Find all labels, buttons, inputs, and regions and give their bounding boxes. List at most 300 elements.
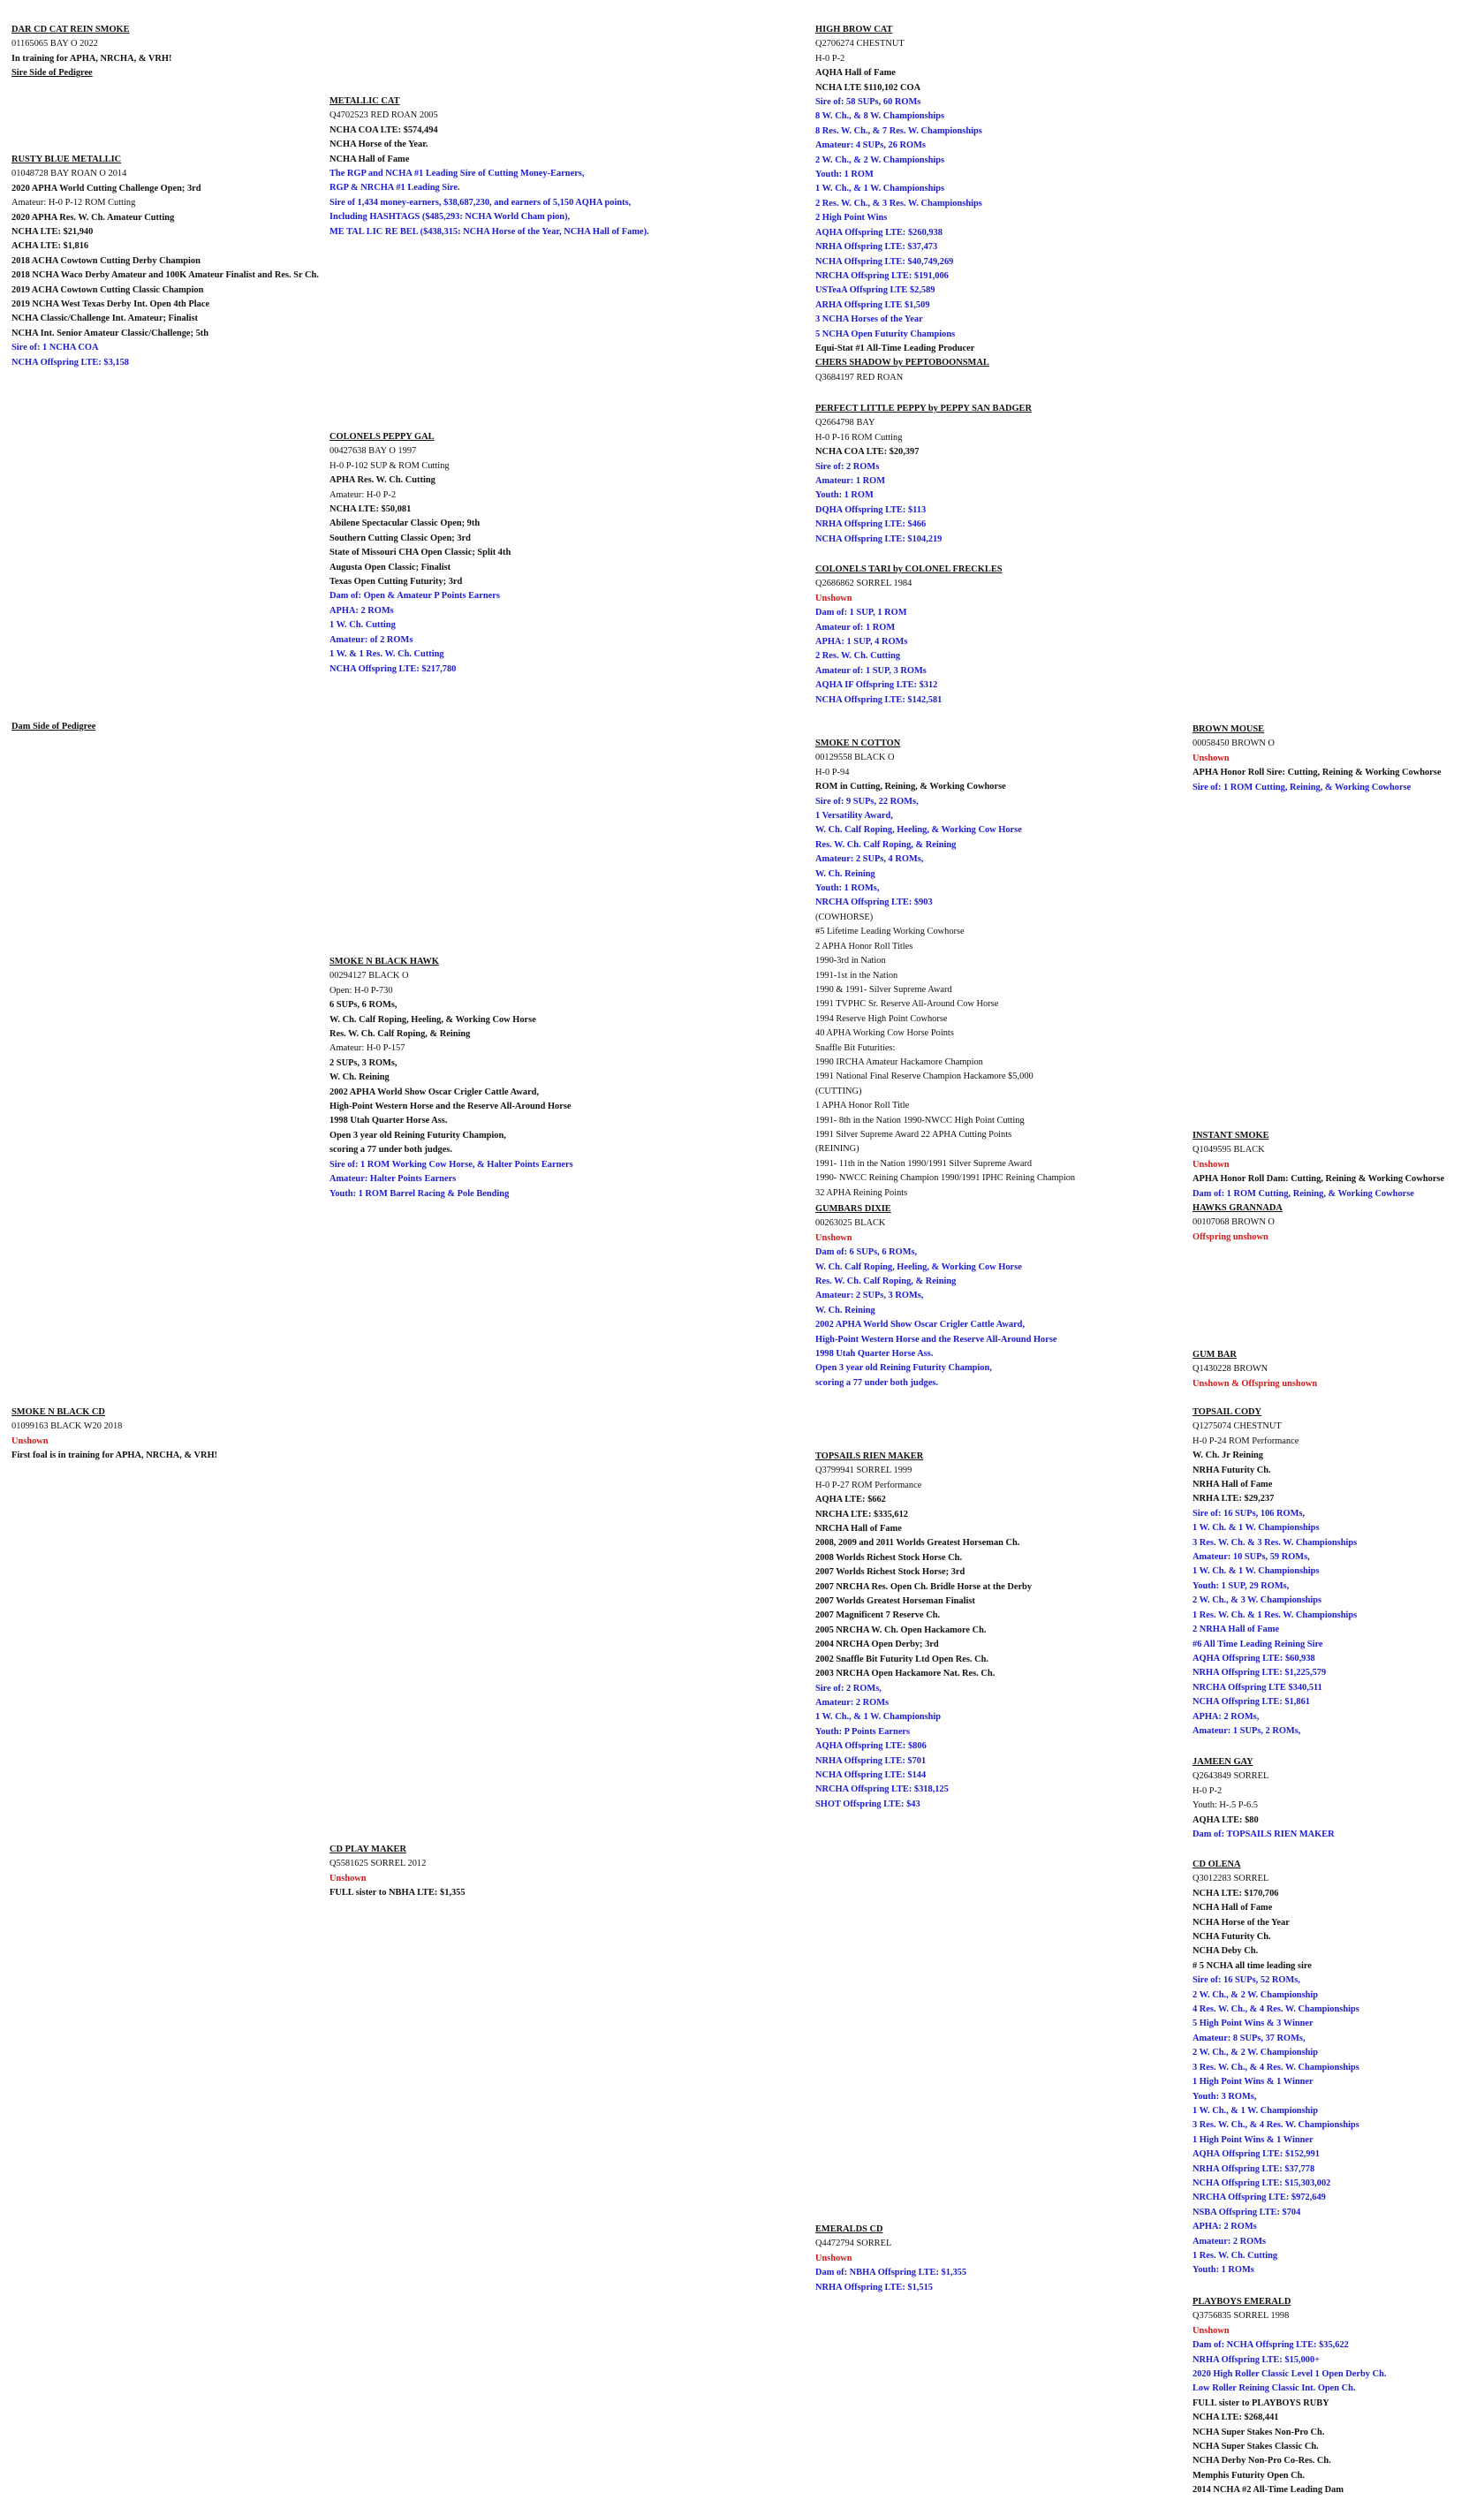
pedigree-line: APHA Res. W. Ch. Cutting	[329, 475, 435, 486]
pedigree-line: Amateur of: 1 SUP, 3 ROMs	[815, 665, 927, 676]
pedigree-line: NRHA Offspring LTE: $37,473	[815, 242, 938, 253]
pedigree-line: Q5581625 SORREL 2012	[329, 1859, 427, 1869]
horse-name-heading: RUSTY BLUE METALLIC	[11, 155, 122, 164]
horse-name-heading: TOPSAIL CODY	[1192, 1407, 1262, 1417]
pedigree-line: Unshown	[1192, 1159, 1230, 1170]
pedigree-entry	[1192, 1755, 1335, 1842]
horse-name-heading: GUM BAR	[1192, 1350, 1237, 1360]
horse-name-heading: JAMEEN GAY	[1192, 1757, 1253, 1767]
pedigree-line: 1 APHA Honor Roll Title	[815, 1101, 910, 1111]
horse-name-heading: COLONELS TARI by COLONEL FRECKLES	[815, 564, 1003, 574]
pedigree-line: ROM in Cutting, Reining, & Working Cowhorse	[815, 782, 1006, 792]
pedigree-line: In training for APHA, NRCHA, & VRH!	[11, 53, 172, 64]
pedigree-line: H-0 P-24 ROM Performance	[1192, 1436, 1299, 1446]
pedigree-line: ARHA Offspring LTE $1,509	[815, 299, 930, 310]
pedigree-line: NCHA Offspring LTE: $1,861	[1192, 1697, 1310, 1708]
pedigree-line: 01099163 BLACK W20 2018	[11, 1421, 123, 1432]
pedigree-line: 01048728 BAY ROAN O 2014	[11, 169, 127, 179]
pedigree-line: Southern Cutting Classic Open; 3rd	[329, 533, 471, 543]
horse-name-heading: BROWN MOUSE	[1192, 724, 1265, 734]
pedigree-line: FULL sister to PLAYBOYS RUBY	[1192, 2398, 1329, 2408]
pedigree-line: 2020 High Roller Classic Level 1 Open Derby Ch.	[1192, 2369, 1387, 2380]
pedigree-line: Sire of: 1 ROM Cutting, Reining, & Working Cowhorse	[1192, 782, 1412, 792]
pedigree-line: 1 High Point Wins & 1 Winner	[1192, 2134, 1314, 2145]
horse-name-heading: COLONELS PEPPY GAL	[329, 432, 435, 442]
pedigree-line: 2008 Worlds Richest Stock Horse Ch.	[815, 1552, 963, 1563]
pedigree-entry	[815, 737, 1075, 1201]
pedigree-line: 2020 APHA World Cutting Challenge Open; 3rd	[11, 183, 201, 193]
pedigree-line: NCHA Offspring LTE: $142,581	[815, 694, 943, 705]
pedigree-line: APHA: 2 ROMs,	[1192, 1711, 1260, 1722]
pedigree-line: 1990 IRCHA Amateur Hackamore Champion	[815, 1057, 983, 1067]
pedigree-line: NRHA Hall of Fame	[1192, 1480, 1273, 1490]
pedigree-line: 1991- 11th in the Nation 1990/1991 Silver Supreme Award	[815, 1158, 1033, 1169]
pedigree-line: Res. W. Ch. Calf Roping, & Reining	[815, 839, 957, 850]
pedigree-line: Amateur: H-0 P-2	[329, 489, 397, 500]
pedigree-entry	[815, 402, 1032, 547]
pedigree-line: Dam of: 1 SUP, 1 ROM	[815, 608, 907, 618]
pedigree-line: 1990-3rd in Nation	[815, 956, 886, 966]
pedigree-line: NRCHA Offspring LTE: $903	[815, 898, 933, 908]
pedigree-line: Sire of: 58 SUPs, 60 ROMs	[815, 97, 921, 108]
pedigree-line: NRHA Offspring LTE: $466	[815, 519, 927, 530]
pedigree-line: 2002 Snaffle Bit Futurity Ltd Open Res. Ch.	[815, 1654, 988, 1664]
horse-name-heading: METALLIC CAT	[329, 96, 400, 106]
pedigree-line: NCHA Horse of the Year.	[329, 140, 428, 150]
pedigree-line: Amateur: 4 SUPs, 26 ROMs	[815, 140, 926, 151]
horse-name-heading: HIGH BROW CAT	[815, 25, 893, 34]
pedigree-line: 1994 Reserve High Point Cowhorse	[815, 1013, 948, 1024]
pedigree-line: NRCHA Offspring LTE: $972,649	[1192, 2193, 1326, 2203]
pedigree-line: W. Ch. Reining	[815, 1305, 875, 1315]
pedigree-line: NCHA LTE: $170,706	[1192, 1888, 1279, 1898]
pedigree-line: NCHA Offspring LTE: $40,749,269	[815, 256, 954, 267]
pedigree-line: NRHA Offspring LTE: $1,225,579	[1192, 1668, 1327, 1678]
pedigree-line: H-0 P-94	[815, 767, 850, 777]
pedigree-line: Sire of: 9 SUPs, 22 ROMs,	[815, 796, 919, 807]
pedigree-line: 1 Res. W. Ch. & 1 Res. W. Championships	[1192, 1610, 1358, 1620]
pedigree-line: 4 Res. W. Ch., & 4 Res. W. Championships	[1192, 2004, 1359, 2015]
pedigree-line: NCHA Hall of Fame	[329, 154, 410, 164]
pedigree-line: 2007 Worlds Greatest Horseman Finalist	[815, 1596, 975, 1607]
pedigree-line: 2005 NRCHA W. Ch. Open Hackamore Ch.	[815, 1625, 987, 1635]
pedigree-line: 2 NRHA Hall of Fame	[1192, 1625, 1280, 1635]
pedigree-line: 2003 NRCHA Open Hackamore Nat. Res. Ch.	[815, 1669, 996, 1679]
pedigree-line: 1991 Silver Supreme Award 22 APHA Cutting Points	[815, 1129, 1012, 1140]
pedigree-line: NRHA Offspring LTE: $15,000+	[1192, 2354, 1321, 2365]
pedigree-line: 00294127 BLACK O	[329, 971, 409, 981]
pedigree-line: 2 Res. W. Ch. Cutting	[815, 651, 901, 662]
pedigree-line: Youth: 3 ROMs,	[1192, 2091, 1257, 2102]
pedigree-line: W. Ch. Calf Roping, Heeling, & Working Cow Horse	[329, 1014, 536, 1025]
pedigree-line: Augusta Open Classic; Finalist	[329, 562, 451, 572]
pedigree-line: Res. W. Ch. Calf Roping, & Reining	[815, 1277, 957, 1287]
pedigree-line: Youth: 1 ROM	[815, 170, 874, 180]
pedigree-line: 1991-1st in the Nation	[815, 970, 898, 981]
pedigree-line: NCHA Offspring LTE: $144	[815, 1769, 927, 1780]
pedigree-entry	[815, 23, 989, 385]
horse-name-heading: INSTANT SMOKE	[1192, 1131, 1269, 1140]
horse-name-heading: CD PLAY MAKER	[329, 1845, 406, 1854]
pedigree-line: NRCHA Offspring LTE: $318,125	[815, 1784, 949, 1795]
pedigree-line: Amateur: 1 SUPs, 2 ROMs,	[1192, 1725, 1301, 1736]
horse-name-heading: SMOKE N COTTON	[815, 739, 901, 748]
pedigree-line: NCHA Int. Senior Amateur Classic/Challenge; 5th	[11, 328, 209, 338]
pedigree-line: APHA: 1 SUP, 4 ROMs	[815, 637, 908, 648]
pedigree-line: #5 Lifetime Leading Working Cowhorse	[815, 927, 965, 937]
pedigree-line: 8 W. Ch., & 8 W. Championships	[815, 111, 945, 122]
pedigree-line: 1 Versatility Award,	[815, 811, 893, 822]
pedigree-line: 00427638 BAY O 1997	[329, 446, 417, 457]
pedigree-line: Unshown	[815, 2253, 852, 2263]
pedigree-line: 1 Res. W. Ch. Cutting	[1192, 2250, 1278, 2261]
pedigree-line: NRHA Offspring LTE: $1,515	[815, 2282, 933, 2292]
pedigree-line: NCHA Horse of the Year	[1192, 1917, 1290, 1928]
pedigree-entry	[1192, 1858, 1359, 2278]
pedigree-line: Q3012283 SORREL	[1192, 1874, 1269, 1884]
pedigree-line: 1 W. Ch., & 1 W. Championship	[815, 1712, 942, 1723]
pedigree-line: APHA Honor Roll Sire: Cutting, Reining & Working Cowhorse	[1192, 768, 1442, 778]
horse-name-heading: HAWKS GRANNADA	[1192, 1203, 1283, 1214]
pedigree-line: 40 APHA Working Cow Horse Points	[815, 1028, 954, 1039]
pedigree-line: NCHA Hall of Fame	[1192, 1903, 1273, 1913]
pedigree-entry	[1192, 2295, 1386, 2498]
pedigree-line: Q4472794 SORREL	[815, 2239, 892, 2249]
pedigree-line: Open 3 year old Reining Futurity Champion,	[329, 1130, 506, 1140]
pedigree-line: 2 W. Ch., & 3 W. Championships	[1192, 1595, 1322, 1606]
pedigree-line: 1 High Point Wins & 1 Winner	[1192, 2077, 1314, 2087]
pedigree-line: W. Ch. Reining	[329, 1072, 390, 1083]
pedigree-line: 5 NCHA Open Futurity Champions	[815, 329, 956, 339]
pedigree-entry	[815, 2223, 966, 2295]
pedigree-line: Q2706274 CHESTNUT	[815, 39, 905, 49]
pedigree-line: AQHA Offspring LTE: $152,991	[1192, 2149, 1320, 2160]
pedigree-line: scoring a 77 under both judges.	[329, 1145, 452, 1155]
pedigree-line: NRCHA Offspring LTE: $191,006	[815, 270, 949, 281]
horse-name-heading: PERFECT LITTLE PEPPY by PEPPY SAN BADGER	[815, 404, 1032, 413]
pedigree-line: ME TAL LIC RE BEL ($438,315: NCHA Horse of the Year, NCHA Hall of Fame).	[329, 226, 649, 237]
pedigree-line: NCHA LTE: $268,441	[1192, 2413, 1279, 2423]
pedigree-entry	[815, 1202, 1057, 1390]
pedigree-line: Unshown	[11, 1436, 49, 1446]
pedigree-line: Sire of: 16 SUPs, 52 ROMs,	[1192, 1975, 1300, 1986]
pedigree-line: 00129558 BLACK O	[815, 753, 895, 763]
pedigree-line: 32 APHA Reining Points	[815, 1187, 908, 1198]
pedigree-line: Amateur: 2 SUPs, 4 ROMs,	[815, 854, 924, 865]
pedigree-line: 2018 ACHA Cowtown Cutting Derby Champion	[11, 255, 201, 266]
pedigree-line: AQHA LTE: $80	[1192, 1815, 1259, 1825]
pedigree-line: Unshown	[1192, 2325, 1230, 2336]
horse-name-heading: GUMBARS DIXIE	[815, 1204, 891, 1214]
pedigree-line: 1991 National Final Reserve Champion Hackamore $5,000	[815, 1072, 1034, 1082]
pedigree-line: 1 W. & 1 Res. W. Ch. Cutting	[329, 649, 444, 660]
pedigree-line: NCHA LTE: $50,081	[329, 504, 412, 515]
pedigree-line: 1990 & 1991- Silver Supreme Award	[815, 984, 952, 995]
pedigree-line: Amateur: 10 SUPs, 59 ROMs,	[1192, 1552, 1310, 1563]
pedigree-line: Snaffle Bit Futurities:	[815, 1042, 896, 1053]
pedigree-line: Q2643849 SORREL	[1192, 1771, 1269, 1782]
pedigree-line: W. Ch. Reining	[815, 868, 875, 879]
pedigree-line: Q3756835 SORREL 1998	[1192, 2311, 1290, 2322]
pedigree-line: Unshown	[815, 1232, 852, 1243]
pedigree-line: 3 NCHA Horses of the Year	[815, 314, 923, 325]
pedigree-line: Youth: P Points Earners	[815, 1726, 911, 1737]
pedigree-line: 1998 Utah Quarter Horse Ass.	[815, 1349, 934, 1360]
pedigree-line: Sire of: 2 ROMs,	[815, 1683, 882, 1693]
pedigree-line: Dam of: 1 ROM Cutting, Reining, & Working Cowhorse	[1192, 1188, 1414, 1199]
pedigree-entry	[11, 153, 319, 370]
pedigree-line: Including HASHTAGS ($485,293: NCHA World Cham pion),	[329, 212, 571, 223]
pedigree-line: Youth: 1 SUP, 29 ROMs,	[1192, 1580, 1290, 1591]
pedigree-entry	[815, 563, 1003, 708]
pedigree-line: Open: H-0 P-730	[329, 985, 393, 996]
pedigree-line: Offspring unshown	[1192, 1231, 1268, 1242]
pedigree-line: Amateur: 2 ROMs	[1192, 2236, 1267, 2247]
pedigree-line: Dam of: Open & Amateur P Points Earners	[329, 591, 500, 602]
pedigree-line: 2 High Point Wins	[815, 213, 888, 224]
pedigree-line: 2007 NRCHA Res. Open Ch. Bridle Horse at the Derby	[815, 1581, 1033, 1592]
pedigree-entry	[1192, 1129, 1444, 1245]
pedigree-line: Low Roller Reining Classic Int. Open Ch.	[1192, 2383, 1356, 2394]
pedigree-line: First foal is in training for APHA, NRCHA, & VRH!	[11, 1451, 218, 1461]
horse-name-heading: CD OLENA	[1192, 1860, 1241, 1869]
pedigree-line: 8 Res. W. Ch., & 7 Res. W. Championships	[815, 125, 982, 136]
pedigree-line: NCHA Offspring LTE: $3,158	[11, 357, 129, 367]
pedigree-line: 6 SUPs, 6 ROMs,	[329, 1000, 398, 1011]
pedigree-line: 1 W. Ch. Cutting	[329, 620, 396, 631]
pedigree-line: AQHA Offspring LTE: $60,938	[1192, 1653, 1315, 1663]
pedigree-line: AQHA Offspring LTE: $806	[815, 1741, 927, 1752]
pedigree-line: AQHA Hall of Fame	[815, 68, 896, 79]
pedigree-line: NSBA Offspring LTE: $704	[1192, 2207, 1301, 2217]
pedigree-line: Sire of: 16 SUPs, 106 ROMs,	[1192, 1508, 1306, 1519]
pedigree-line: 2 W. Ch., & 2 W. Championship	[1192, 2048, 1319, 2058]
pedigree-entry	[1192, 1348, 1317, 1391]
pedigree-line: Sire of: 1 NCHA COA	[11, 343, 99, 353]
pedigree-line: 2019 NCHA West Texas Derby Int. Open 4th Place	[11, 299, 210, 310]
pedigree-line: 2004 NRCHA Open Derby; 3rd	[815, 1640, 939, 1650]
pedigree-line: Dam of: NBHA Offspring LTE: $1,355	[815, 2268, 967, 2278]
pedigree-line: High-Point Western Horse and the Reserve All-Around Horse	[329, 1102, 572, 1112]
pedigree-line: Youth: H-.5 P-6.5	[1192, 1800, 1259, 1811]
pedigree-line: H-0 P-102 SUP & ROM Cutting	[329, 460, 450, 471]
pedigree-line: Unshown	[815, 593, 852, 603]
pedigree-line: Dam of: 6 SUPs, 6 ROMs,	[815, 1247, 918, 1258]
pedigree-line: NCHA Offspring LTE: $15,303,002	[1192, 2178, 1331, 2188]
pedigree-line: NCHA Offspring LTE: $217,780	[329, 663, 457, 674]
pedigree-line: NCHA LTE $110,102 COA	[815, 82, 921, 93]
pedigree-line: NRCHA Hall of Fame	[815, 1524, 902, 1534]
pedigree-line: AQHA LTE: $662	[815, 1495, 886, 1505]
pedigree-line: The RGP and NCHA #1 Leading Sire of Cutting Money-Earners,	[329, 169, 585, 179]
pedigree-line: NCHA Super Stakes Non-Pro Ch.	[1192, 2427, 1325, 2437]
pedigree-line: 1 W. Ch., & 1 W. Championship	[1192, 2105, 1319, 2116]
pedigree-line: Q3684197 RED ROAN	[815, 372, 904, 383]
pedigree-line: Youth: 1 ROMs,	[815, 883, 880, 894]
pedigree-line: Equi-Stat #1 All-Time Leading Producer	[815, 343, 975, 353]
pedigree-line: Unshown	[1192, 753, 1230, 763]
pedigree-line: NRHA Offspring LTE: $701	[815, 1755, 927, 1766]
pedigree-line: RGP & NRCHA #1 Leading Sire.	[329, 183, 460, 193]
pedigree-line: Amateur: Halter Points Earners	[329, 1174, 457, 1185]
pedigree-line: 00058450 BROWN O	[1192, 739, 1275, 749]
pedigree-line: NCHA LTE: $21,940	[11, 227, 94, 238]
pedigree-entry	[1192, 723, 1441, 795]
pedigree-line: Sire of: 1 ROM Working Cow Horse, & Halter Points Earners	[329, 1159, 573, 1170]
pedigree-line: H-0 P-27 ROM Performance	[815, 1480, 922, 1490]
pedigree-line: H-0 P-16 ROM Cutting	[815, 432, 903, 443]
pedigree-line: 2 APHA Honor Roll Titles	[815, 941, 913, 951]
pedigree-line: Amateur: 8 SUPs, 37 ROMs,	[1192, 2033, 1306, 2043]
pedigree-line: 2 W. Ch., & 2 W. Championships	[815, 155, 945, 165]
pedigree-line: scoring a 77 under both judges.	[815, 1377, 938, 1388]
horse-name-heading: Sire Side of Pedigree	[11, 68, 93, 79]
pedigree-line: 2 Res. W. Ch., & 3 Res. W. Championships	[815, 198, 982, 208]
pedigree-line: 2 SUPs, 3 ROMs,	[329, 1057, 398, 1068]
horse-name-heading: Dam Side of Pedigree	[11, 722, 96, 731]
pedigree-line: W. Ch. Jr Reining	[1192, 1451, 1263, 1461]
pedigree-line: Texas Open Cutting Futurity; 3rd	[329, 577, 463, 587]
pedigree-line: 1 W. Ch. & 1 W. Championships	[1192, 1566, 1320, 1577]
pedigree-line: Res. W. Ch. Calf Roping, & Reining	[329, 1029, 471, 1040]
pedigree-line: NCHA Futurity Ch.	[1192, 1932, 1271, 1943]
pedigree-line: Open 3 year old Reining Futurity Champion,	[815, 1363, 992, 1374]
pedigree-entry	[329, 430, 511, 677]
pedigree-line: 1 W. Ch. & 1 W. Championships	[1192, 1523, 1320, 1534]
pedigree-entry	[11, 720, 95, 734]
horse-name-heading: TOPSAILS RIEN MAKER	[815, 1451, 924, 1461]
pedigree-line: State of Missouri CHA Open Classic; Split 4th	[329, 548, 511, 558]
pedigree-line: NRCHA LTE: $335,612	[815, 1509, 908, 1519]
pedigree-line: Amateur: H-0 P-12 ROM Cutting	[11, 198, 136, 208]
pedigree-line: Youth: 1 ROM	[815, 490, 874, 501]
pedigree-line: (REINING)	[815, 1144, 859, 1155]
pedigree-line: (COWHORSE)	[815, 912, 874, 922]
pedigree-line: NCHA Derby Non-Pro Co-Res. Ch.	[1192, 2456, 1331, 2466]
horse-name-heading: PLAYBOYS EMERALD	[1192, 2297, 1291, 2307]
pedigree-entry	[11, 1406, 217, 1464]
pedigree-line: 2007 Magnificent 7 Reserve Ch.	[815, 1610, 941, 1621]
pedigree-line: 2014 NCHA #2 All-Time Leading Dam	[1192, 2485, 1344, 2496]
pedigree-line: Q4702523 RED ROAN 2005	[329, 110, 438, 121]
horse-name-heading: CHERS SHADOW by PEPTOBOONSMAL	[815, 358, 989, 368]
pedigree-line: Dam of: NCHA Offspring LTE: $35,622	[1192, 2340, 1349, 2351]
pedigree-line: #6 All Time Leading Reining Sire	[1192, 1639, 1323, 1649]
pedigree-line: Youth: 1 ROMs	[1192, 2265, 1254, 2276]
pedigree-line: Amateur: 2 SUPs, 3 ROMs,	[815, 1291, 924, 1301]
pedigree-line: Dam of: TOPSAILS RIEN MAKER	[1192, 1830, 1335, 1840]
pedigree-line: AQHA IF Offspring LTE: $312	[815, 680, 938, 691]
pedigree-line: 2 W. Ch., & 2 W. Championship	[1192, 1989, 1319, 2000]
horse-name-heading: SMOKE N BLACK CD	[11, 1407, 105, 1417]
pedigree-line: NCHA Classic/Challenge Int. Amateur; Finalist	[11, 314, 198, 324]
pedigree-line: 1990- NWCC Reining Champion 1990/1991 IPHC Reining Champion	[815, 1173, 1076, 1184]
pedigree-line: 2002 APHA World Show Oscar Crigler Cattle Award,	[815, 1320, 1026, 1330]
pedigree-line: AQHA Offspring LTE: $260,938	[815, 227, 943, 238]
pedigree-line: NRCHA Offspring LTE $340,511	[1192, 1682, 1322, 1693]
pedigree-line: Q2686862 SORREL 1984	[815, 579, 912, 589]
pedigree-line: SHOT Offspring LTE: $43	[815, 1799, 920, 1809]
pedigree-line: 2007 Worlds Richest Stock Horse; 3rd	[815, 1567, 965, 1578]
pedigree-line: ACHA LTE: $1,816	[11, 241, 89, 252]
pedigree-line: NCHA Offspring LTE: $104,219	[815, 534, 943, 544]
pedigree-line: Q1275074 CHESTNUT	[1192, 1421, 1282, 1432]
pedigree-line: USTeaA Offspring LTE $2,589	[815, 285, 935, 296]
pedigree-line: Unshown	[329, 1873, 367, 1883]
pedigree-line: Memphis Futurity Open Ch.	[1192, 2470, 1306, 2481]
pedigree-entry	[815, 1450, 1032, 1812]
pedigree-line: 2018 NCHA Waco Derby Amateur and 100K Amateur Finalist and Res. Sr Ch.	[11, 270, 319, 281]
horse-name-heading: EMERALDS CD	[815, 2224, 883, 2234]
pedigree-line: 1998 Utah Quarter Horse Ass.	[329, 1116, 448, 1126]
pedigree-line: Unshown & Offspring unshown	[1192, 1378, 1318, 1389]
pedigree-line: 00107068 BROWN O	[1192, 1217, 1275, 1228]
pedigree-line: NRHA LTE: $29,237	[1192, 1494, 1275, 1504]
pedigree-line: NRHA Offspring LTE: $37,778	[1192, 2163, 1315, 2174]
pedigree-entry	[329, 95, 649, 239]
pedigree-line: NCHA COA LTE: $574,494	[329, 125, 438, 135]
pedigree-line: 2008, 2009 and 2011 Worlds Greatest Horseman Ch.	[815, 1538, 1020, 1549]
pedigree-line: Amateur: of 2 ROMs	[329, 634, 413, 645]
horse-name-heading: SMOKE N BLACK HAWK	[329, 957, 439, 966]
pedigree-line: Sire of: 2 ROMs	[815, 461, 880, 472]
pedigree-line: DQHA Offspring LTE: $113	[815, 504, 927, 515]
pedigree-line: Amateur: 1 ROM	[815, 476, 886, 487]
pedigree-line: APHA Honor Roll Dam: Cutting, Reining & Working Cowhorse	[1192, 1174, 1445, 1185]
pedigree-line: NCHA Super Stakes Classic Ch.	[1192, 2442, 1319, 2452]
pedigree-line: 1 W. Ch., & 1 W. Championships	[815, 184, 945, 194]
pedigree-line: 2002 APHA World Show Oscar Crigler Cattle Award,	[329, 1087, 540, 1097]
horse-name-heading: DAR CD CAT REIN SMOKE	[11, 25, 130, 34]
pedigree-line: APHA: 2 ROMs	[1192, 2222, 1257, 2232]
pedigree-line: Q2664798 BAY	[815, 418, 875, 428]
pedigree-line: Amateur: H-0 P-157	[329, 1043, 405, 1054]
pedigree-line: 2020 APHA Res. W. Ch. Amateur Cutting	[11, 212, 175, 223]
pedigree-line: FULL sister to NBHA LTE: $1,355	[329, 1888, 466, 1898]
pedigree-line: 5 High Point Wins & 3 Winner	[1192, 2019, 1314, 2029]
pedigree-line: H-0 P-2	[1192, 1785, 1223, 1796]
pedigree-entry	[329, 1843, 466, 1901]
pedigree-line: 1991 TVPHC Sr. Reserve All-Around Cow Horse	[815, 999, 999, 1010]
pedigree-line: # 5 NCHA all time leading sire	[1192, 1960, 1312, 1971]
pedigree-line: Youth: 1 ROM Barrel Racing & Pole Bending	[329, 1188, 510, 1199]
pedigree-line: 3 Res. W. Ch., & 4 Res. W. Championships	[1192, 2120, 1359, 2131]
pedigree-line: Q3799941 SORREL 1999	[815, 1466, 912, 1476]
pedigree-line: H-0 P-2	[815, 53, 845, 64]
pedigree-entry	[11, 23, 171, 81]
pedigree-line: Q1049595 BLACK	[1192, 1145, 1265, 1155]
pedigree-entry	[1192, 1406, 1357, 1739]
pedigree-line: APHA: 2 ROMs	[329, 605, 394, 616]
pedigree-line: NCHA Deby Ch.	[1192, 1946, 1259, 1957]
pedigree-line: 2019 ACHA Cowtown Cutting Classic Champion	[11, 284, 204, 295]
pedigree-line: High-Point Western Horse and the Reserve All-Around Horse	[815, 1334, 1057, 1345]
pedigree-entry	[329, 955, 573, 1201]
pedigree-line: Amateur: 2 ROMs	[815, 1697, 890, 1708]
pedigree-line: 00263025 BLACK	[815, 1218, 886, 1229]
pedigree-line: Amateur of: 1 ROM	[815, 622, 896, 633]
pedigree-line: 3 Res. W. Ch. & 3 Res. W. Championships	[1192, 1537, 1358, 1548]
pedigree-line: 1991- 8th in the Nation 1990-NWCC High Point Cutting	[815, 1115, 1025, 1125]
pedigree-line: Abilene Spectacular Classic Open; 9th	[329, 519, 481, 529]
pedigree-line: 01165065 BAY O 2022	[11, 39, 98, 49]
pedigree-line: NRHA Futurity Ch.	[1192, 1465, 1271, 1475]
pedigree-line: NCHA COA LTE: $20,397	[815, 447, 920, 458]
pedigree-line: (CUTTING)	[815, 1086, 862, 1096]
pedigree-line: W. Ch. Calf Roping, Heeling, & Working Cow Horse	[815, 825, 1022, 836]
pedigree-line: W. Ch. Calf Roping, Heeling, & Working Cow Horse	[815, 1262, 1022, 1272]
pedigree-line: 3 Res. W. Ch., & 4 Res. W. Championships	[1192, 2062, 1359, 2072]
